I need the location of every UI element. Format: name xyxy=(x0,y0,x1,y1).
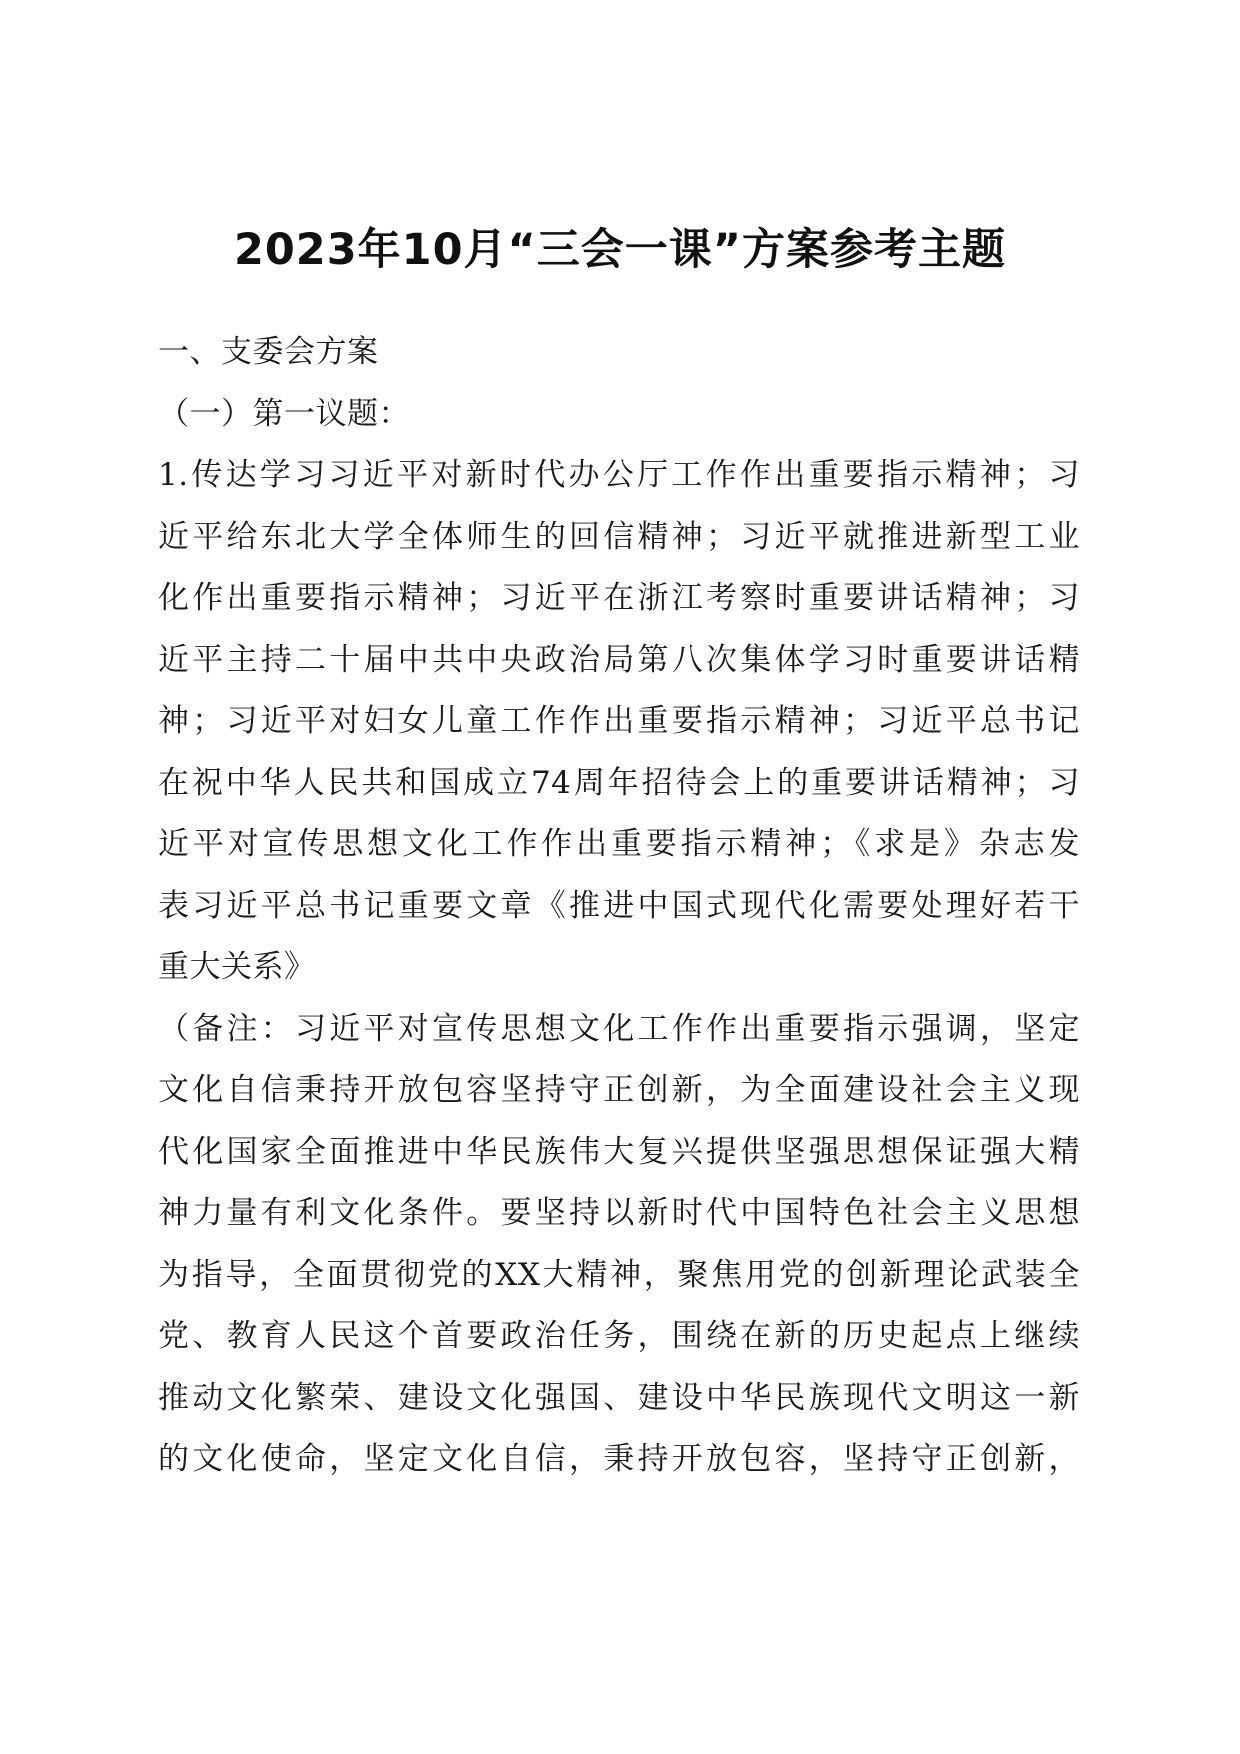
paragraph-line: 化作出重要指示精神；习近平在浙江考察时重要讲话精神；习 xyxy=(158,580,1080,616)
section-heading: 一、支委会方案 xyxy=(158,334,379,370)
paragraph-line: 近平给东北大学全体师生的回信精神；习近平就推进新型工业 xyxy=(158,518,1080,555)
note-line: 的文化使命，坚定文化自信，秉持开放包容，坚持守正创新， xyxy=(158,1441,1080,1477)
subsection-heading: （一）第一议题： xyxy=(158,395,410,432)
note-line: 党、教育人民这个首要政治任务，围绕在新的历史起点上继续 xyxy=(158,1318,1080,1354)
note-line: 推动文化繁荣、建设文化强国、建设中华民族现代文明这一新 xyxy=(158,1379,1080,1416)
note-line: 为指导，全面贯彻党的XX大精神，聚焦用党的创新理论武装全 xyxy=(158,1256,1080,1293)
paragraph-line: 1.传达学习习近平对新时代办公厅工作作出重要指示精神；习 xyxy=(158,457,1080,493)
document-body xyxy=(158,322,1080,1491)
note-line: 代化国家全面推进中华民族伟大复兴提供坚强思想保证强大精 xyxy=(158,1133,1080,1170)
paragraph-line: 近平主持二十届中共中央政治局第八次集体学习时重要讲话精 xyxy=(158,641,1080,678)
paragraph-line: 表习近平总书记重要文章《推进中国式现代化需要处理好若干 xyxy=(158,887,1080,924)
note-line: 神力量有利文化条件。要坚持以新时代中国特色社会主义思想 xyxy=(158,1195,1080,1231)
paragraph-line: 神；习近平对妇女儿童工作作出重要指示精神；习近平总书记 xyxy=(158,703,1080,739)
paragraph-line: 重大关系》 xyxy=(158,949,316,985)
paragraph-line: 在祝中华人民共和国成立74周年招待会上的重要讲话精神；习 xyxy=(158,764,1080,801)
document-title: 2023年10月“三会一课”方案参考主题 xyxy=(233,225,1007,275)
note-line: 文化自信秉持开放包容坚持守正创新，为全面建设社会主义现 xyxy=(158,1072,1080,1108)
note-line: （备注：习近平对宣传思想文化工作作出重要指示强调，坚定 xyxy=(158,1010,1080,1047)
paragraph-line: 近平对宣传思想文化工作作出重要指示精神；《求是》杂志发 xyxy=(158,826,1080,862)
